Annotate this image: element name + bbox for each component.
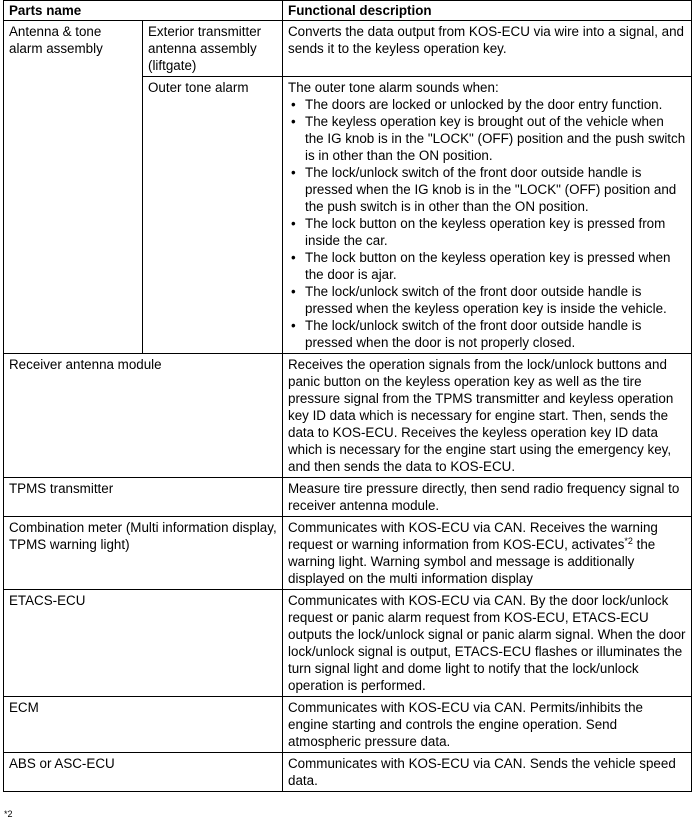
part-name-etacs: ETACS-ECU	[4, 590, 283, 697]
condition-list	[288, 96, 686, 351]
bullet-icon: •	[291, 250, 296, 265]
desc-abs: Communicates with KOS-ECU via CAN. Sends the vehicle speed data.	[283, 753, 692, 792]
bullet-icon: •	[291, 318, 296, 333]
desc-intro: The outer tone alarm sounds when:	[288, 80, 499, 95]
table-header-row	[4, 1, 692, 21]
table-row	[4, 753, 692, 792]
header-parts-name: Parts name	[4, 1, 283, 21]
table-row	[4, 21, 692, 77]
list-item: • The lock button on the keyless operation key is pressed when the door is ajar.	[291, 250, 671, 282]
table-row	[4, 697, 692, 753]
desc-tpms: Measure tire pressure directly, then send radio frequency signal to receiver antenna module.	[283, 478, 692, 517]
table-row	[4, 478, 692, 517]
bullet-icon: •	[291, 216, 296, 231]
parts-table	[3, 0, 692, 792]
footnote-marker: *2	[4, 809, 13, 819]
list-item: • The doors are locked or unlocked by the door entry function.	[291, 97, 663, 112]
part-name-ecm: ECM	[4, 697, 283, 753]
list-item: • The lock/unlock switch of the front door outside handle is pressed when the keyless operation key is inside the vehicle.	[291, 284, 667, 316]
list-item: • The lock/unlock switch of the front door outside handle is pressed when the door is not properly closed.	[291, 318, 642, 350]
part-name-tpms: TPMS transmitter	[4, 478, 283, 517]
desc-etacs: Communicates with KOS-ECU via CAN. By the door lock/unlock request or panic alarm request from KOS-ECU, ETACS-ECU outputs the lock/unlock signal or panic alarm signal. When the door lock/unlock signal is output, ETACS-ECU flashes or illuminates the turn signal light and dome light to notify that the lock/unlock operation is performed.	[283, 590, 692, 697]
header-functional-description: Functional description	[283, 1, 692, 21]
footnote-ref: *2	[624, 536, 633, 546]
part-name-abs: ABS or ASC-ECU	[4, 753, 283, 792]
desc-outer-tone-alarm	[283, 77, 692, 354]
bullet-icon: •	[291, 165, 296, 180]
list-item: • The keyless operation key is brought out of the vehicle when the IG knob is in the "LOCK" (OFF) position and the push switch is in other than the ON position.	[291, 114, 686, 163]
bullet-icon: •	[291, 97, 296, 112]
bullet-icon: •	[291, 284, 296, 299]
subpart-name-outer-tone-alarm: Outer tone alarm	[143, 77, 283, 354]
subpart-name-exterior-antenna: Exterior transmitter antenna assembly (liftgate)	[143, 21, 283, 77]
desc-exterior-antenna: Converts the data output from KOS-ECU via wire into a signal, and sends it to the keyless operation key.	[283, 21, 692, 77]
part-name-receiver: Receiver antenna module	[4, 354, 283, 478]
desc-ecm: Communicates with KOS-ECU via CAN. Permits/inhibits the engine starting and controls the engine operation. Send atmospheric pressure data.	[283, 697, 692, 753]
part-name-combination-meter: Combination meter (Multi information display, TPMS warning light)	[4, 517, 283, 590]
table-row	[4, 354, 692, 478]
part-name-antenna-tone: Antenna & tone alarm assembly	[4, 21, 143, 354]
bullet-icon: •	[291, 114, 296, 129]
table-row	[4, 517, 692, 590]
list-item: • The lock/unlock switch of the front door outside handle is pressed when the IG knob is in the "LOCK" (OFF) position and the push switch is in other than the ON position.	[291, 165, 677, 214]
desc-combination-meter: Communicates with KOS-ECU via CAN. Receives the warning request or warning information from KOS-ECU, activates$^{*2}$ the warning light. Warning symbol and message is additionally displayed on the multi information display	[283, 517, 692, 590]
list-item: • The lock button on the keyless operation key is pressed from inside the car.	[291, 216, 666, 248]
table-row	[4, 590, 692, 697]
desc-receiver: Receives the operation signals from the lock/unlock buttons and panic button on the keyless operation key as well as the tire pressure signal from the TPMS transmitter and keyless operation key ID data which is necessary for engine start. Then, sends the data to KOS-ECU. Receives the keyless operation key ID data which is necessary for the engine start using the emergency key, and then sends the data to KOS-ECU.	[283, 354, 692, 478]
